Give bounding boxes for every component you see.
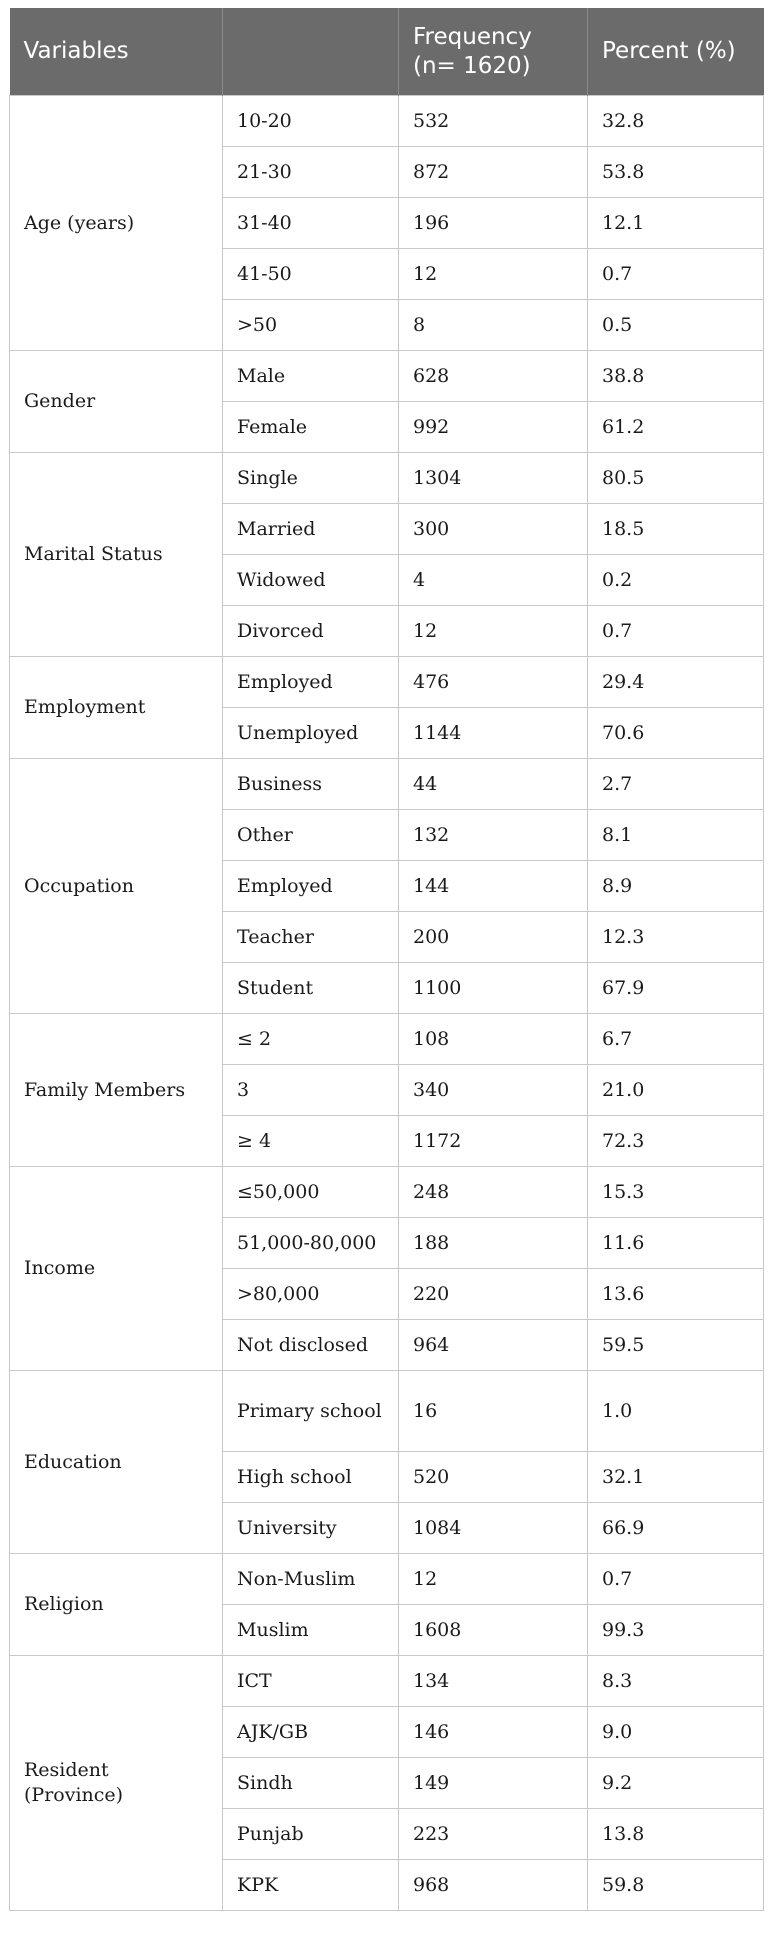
percent-cell: 12.3 bbox=[588, 912, 764, 963]
table-row bbox=[10, 1167, 764, 1218]
frequency-cell: 196 bbox=[399, 198, 588, 249]
frequency-cell: 968 bbox=[399, 1860, 588, 1911]
category-cell: ≥ 4 bbox=[223, 1116, 399, 1167]
frequency-cell: 44 bbox=[399, 759, 588, 810]
header-percent: Percent (%) bbox=[588, 8, 764, 96]
frequency-cell: 520 bbox=[399, 1452, 588, 1503]
category-cell: Single bbox=[223, 453, 399, 504]
percent-cell: 8.1 bbox=[588, 810, 764, 861]
frequency-cell: 248 bbox=[399, 1167, 588, 1218]
header-frequency: Frequency (n= 1620) bbox=[399, 8, 588, 96]
table-row bbox=[10, 657, 764, 708]
percent-cell: 11.6 bbox=[588, 1218, 764, 1269]
variable-cell: Income bbox=[10, 1167, 223, 1371]
percent-cell: 1.0 bbox=[588, 1371, 764, 1452]
category-cell: 3 bbox=[223, 1065, 399, 1116]
percent-cell: 18.5 bbox=[588, 504, 764, 555]
category-cell: Married bbox=[223, 504, 399, 555]
percent-cell: 67.9 bbox=[588, 963, 764, 1014]
table-row bbox=[10, 1371, 764, 1452]
frequency-cell: 149 bbox=[399, 1758, 588, 1809]
percent-cell: 12.1 bbox=[588, 198, 764, 249]
percent-cell: 66.9 bbox=[588, 1503, 764, 1554]
percent-cell: 0.2 bbox=[588, 555, 764, 606]
percent-cell: 8.3 bbox=[588, 1656, 764, 1707]
category-cell: ICT bbox=[223, 1656, 399, 1707]
frequency-cell: 532 bbox=[399, 96, 588, 147]
category-cell: >80,000 bbox=[223, 1269, 399, 1320]
category-cell: Non-Muslim bbox=[223, 1554, 399, 1605]
frequency-cell: 300 bbox=[399, 504, 588, 555]
category-cell: KPK bbox=[223, 1860, 399, 1911]
table-body bbox=[10, 96, 764, 1911]
percent-cell: 59.5 bbox=[588, 1320, 764, 1371]
percent-cell: 9.0 bbox=[588, 1707, 764, 1758]
percent-cell: 29.4 bbox=[588, 657, 764, 708]
category-cell: AJK/GB bbox=[223, 1707, 399, 1758]
variable-cell: Family Members bbox=[10, 1014, 223, 1167]
category-cell: University bbox=[223, 1503, 399, 1554]
frequency-cell: 964 bbox=[399, 1320, 588, 1371]
category-cell: 10-20 bbox=[223, 96, 399, 147]
percent-cell: 72.3 bbox=[588, 1116, 764, 1167]
category-cell: Female bbox=[223, 402, 399, 453]
category-cell: Business bbox=[223, 759, 399, 810]
category-cell: Punjab bbox=[223, 1809, 399, 1860]
category-cell: Male bbox=[223, 351, 399, 402]
frequency-cell: 1608 bbox=[399, 1605, 588, 1656]
frequency-cell: 223 bbox=[399, 1809, 588, 1860]
frequency-cell: 200 bbox=[399, 912, 588, 963]
percent-cell: 6.7 bbox=[588, 1014, 764, 1065]
frequency-cell: 8 bbox=[399, 300, 588, 351]
frequency-cell: 188 bbox=[399, 1218, 588, 1269]
category-cell: High school bbox=[223, 1452, 399, 1503]
header-row bbox=[10, 8, 764, 96]
frequency-cell: 134 bbox=[399, 1656, 588, 1707]
percent-cell: 8.9 bbox=[588, 861, 764, 912]
percent-cell: 38.8 bbox=[588, 351, 764, 402]
category-cell: 41-50 bbox=[223, 249, 399, 300]
frequency-cell: 1172 bbox=[399, 1116, 588, 1167]
category-cell: >50 bbox=[223, 300, 399, 351]
frequency-cell: 992 bbox=[399, 402, 588, 453]
variable-cell: Marital Status bbox=[10, 453, 223, 657]
table-row bbox=[10, 1554, 764, 1605]
frequency-cell: 12 bbox=[399, 249, 588, 300]
percent-cell: 80.5 bbox=[588, 453, 764, 504]
frequency-cell: 1100 bbox=[399, 963, 588, 1014]
category-cell: Unemployed bbox=[223, 708, 399, 759]
header-category bbox=[223, 8, 399, 96]
category-cell: Muslim bbox=[223, 1605, 399, 1656]
category-cell: ≤50,000 bbox=[223, 1167, 399, 1218]
percent-cell: 0.7 bbox=[588, 1554, 764, 1605]
percent-cell: 53.8 bbox=[588, 147, 764, 198]
demographics-table bbox=[9, 8, 764, 1911]
category-cell: 21-30 bbox=[223, 147, 399, 198]
table-row bbox=[10, 351, 764, 402]
percent-cell: 59.8 bbox=[588, 1860, 764, 1911]
frequency-cell: 144 bbox=[399, 861, 588, 912]
percent-cell: 61.2 bbox=[588, 402, 764, 453]
table-row bbox=[10, 453, 764, 504]
frequency-cell: 872 bbox=[399, 147, 588, 198]
variable-cell: Resident (Province) bbox=[10, 1656, 223, 1911]
percent-cell: 32.8 bbox=[588, 96, 764, 147]
percent-cell: 32.1 bbox=[588, 1452, 764, 1503]
category-cell: Not disclosed bbox=[223, 1320, 399, 1371]
variable-cell: Occupation bbox=[10, 759, 223, 1014]
percent-cell: 15.3 bbox=[588, 1167, 764, 1218]
category-cell: 51,000-80,000 bbox=[223, 1218, 399, 1269]
variable-cell: Age (years) bbox=[10, 96, 223, 351]
category-cell: Student bbox=[223, 963, 399, 1014]
table-row bbox=[10, 1014, 764, 1065]
table-header bbox=[10, 8, 764, 96]
percent-cell: 0.5 bbox=[588, 300, 764, 351]
category-cell: 31-40 bbox=[223, 198, 399, 249]
table-row bbox=[10, 759, 764, 810]
category-cell: Widowed bbox=[223, 555, 399, 606]
frequency-cell: 340 bbox=[399, 1065, 588, 1116]
table-row bbox=[10, 1656, 764, 1707]
frequency-cell: 132 bbox=[399, 810, 588, 861]
percent-cell: 99.3 bbox=[588, 1605, 764, 1656]
frequency-cell: 4 bbox=[399, 555, 588, 606]
percent-cell: 13.8 bbox=[588, 1809, 764, 1860]
percent-cell: 13.6 bbox=[588, 1269, 764, 1320]
frequency-cell: 146 bbox=[399, 1707, 588, 1758]
frequency-cell: 12 bbox=[399, 1554, 588, 1605]
variable-cell: Gender bbox=[10, 351, 223, 453]
category-cell: Sindh bbox=[223, 1758, 399, 1809]
category-cell: Primary school bbox=[223, 1371, 399, 1452]
category-cell: ≤ 2 bbox=[223, 1014, 399, 1065]
frequency-cell: 12 bbox=[399, 606, 588, 657]
percent-cell: 0.7 bbox=[588, 249, 764, 300]
table-row bbox=[10, 96, 764, 147]
percent-cell: 2.7 bbox=[588, 759, 764, 810]
percent-cell: 9.2 bbox=[588, 1758, 764, 1809]
category-cell: Teacher bbox=[223, 912, 399, 963]
frequency-cell: 1304 bbox=[399, 453, 588, 504]
variable-cell: Religion bbox=[10, 1554, 223, 1656]
frequency-cell: 108 bbox=[399, 1014, 588, 1065]
category-cell: Divorced bbox=[223, 606, 399, 657]
percent-cell: 70.6 bbox=[588, 708, 764, 759]
percent-cell: 21.0 bbox=[588, 1065, 764, 1116]
category-cell: Employed bbox=[223, 657, 399, 708]
frequency-cell: 16 bbox=[399, 1371, 588, 1452]
frequency-cell: 1084 bbox=[399, 1503, 588, 1554]
category-cell: Employed bbox=[223, 861, 399, 912]
frequency-cell: 1144 bbox=[399, 708, 588, 759]
frequency-cell: 628 bbox=[399, 351, 588, 402]
frequency-cell: 220 bbox=[399, 1269, 588, 1320]
percent-cell: 0.7 bbox=[588, 606, 764, 657]
frequency-cell: 476 bbox=[399, 657, 588, 708]
variable-cell: Employment bbox=[10, 657, 223, 759]
header-variables: Variables bbox=[10, 8, 223, 96]
variable-cell: Education bbox=[10, 1371, 223, 1554]
category-cell: Other bbox=[223, 810, 399, 861]
